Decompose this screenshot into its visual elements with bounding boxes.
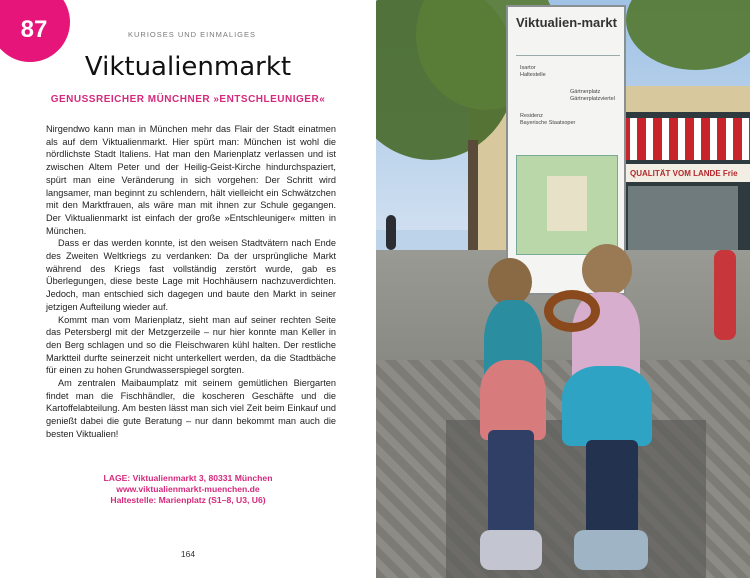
page-number: 164	[180, 549, 196, 559]
paragraph: Kommt man vom Marienplatz, sieht man auf seiner rechten Seite das Petersbergl mit der Metzgerzeile – nur hier konnte man Keller in den Berg schlagen und so die Fleischwaren kühl halten. Der restliche Marktteil durfte seinerzeit nicht unterkellert werden, da die Stadtbäche für einen zu hohen Grundwasserspiegel sorgten.	[46, 314, 336, 376]
girl-right-head	[582, 244, 632, 296]
sign-label-gaertnerplatz-sub: Gärtnerplatzviertel	[570, 96, 615, 102]
market-photo	[376, 0, 750, 578]
paragraph: Dass er das werden konnte, ist den weisen Stadtvätern nach Ende des Zweiten Weltkriegs zu verdanken: Da der ursprüngliche Markt während des Kriegs fast vollständig zerstört wurde, gab es Überlegungen, diese beste Lage mit Hochhäusern nachzuverdichten. Jedoch, man entschied sich dagegen und baute den Markt in seiner jetzigen Aufteilung wieder auf.	[46, 238, 336, 312]
info-box	[0, 473, 376, 506]
body-text	[46, 123, 336, 441]
paragraph: Nirgendwo kann man in München mehr das Flair der Stadt einatmen als auf dem Viktualienmarkt. Hier spürt man: München ist wohl die nördlichste Stadt Italiens. Hat man den Marienplatz verlassen und ist zwischen Altem Peter und der Heilig-Geist-Kirche hindurchspaziert, spürt man eine Veränderung in sich vorgehen: Der Schritt wird langsamer, man beginnt zu schlendern, hält vielleicht ein Schwätzchen mit den Marktfrauen, als wäre man mit ihnen zur Schule gegangen. Der Viktualienmarkt ist einfach der große »Entschleuniger« mitten in München.	[46, 124, 336, 236]
girl-left-jeans	[488, 430, 534, 540]
sign-label-residenz-sub: Bayerische Staatsoper	[520, 120, 576, 126]
sign-label-residenz: Residenz	[520, 113, 543, 119]
website-link[interactable]: www.viktualienmarkt-muenchen.de	[116, 484, 260, 494]
girl-right-shoes	[574, 530, 648, 570]
sign-label-isartor: Isartor	[520, 65, 536, 71]
pretzel	[544, 290, 600, 332]
background-person	[714, 250, 736, 340]
sign-label-gaertnerplatz: Gärtnerplatz	[570, 89, 601, 95]
page-title: Viktualienmarkt	[84, 52, 292, 82]
sign-label-isartor-sub: Haltestelle	[520, 72, 546, 78]
girl-left-head	[488, 258, 532, 306]
girl-right-jeans	[586, 440, 638, 540]
signboard-title: Viktualien-markt	[516, 15, 617, 30]
girl-left-jacket	[480, 360, 546, 440]
chapter-number: 87	[20, 16, 48, 43]
page-subtitle: GENUSSREICHER MÜNCHNER »ENTSCHLEUNIGER«	[50, 94, 326, 105]
category-label: KURIOSES UND EINMALIGES	[128, 30, 257, 39]
tree-trunk	[468, 140, 478, 255]
location-line: LAGE: Viktualienmarkt 3, 80331 München	[103, 473, 273, 483]
kiosk-sign: QUALITÄT VOM LANDE Frie	[626, 164, 750, 182]
girl-left-shoes	[480, 530, 542, 570]
background-person	[386, 215, 396, 250]
striped-awning	[621, 118, 750, 160]
transit-stop-line: Haltestelle: Marienplatz (S1–8, U3, U6)	[110, 495, 266, 505]
paragraph: Am zentralen Maibaumplatz mit seinem gemütlichen Biergarten findet man die Fischhändler, die koscheren Geschäfte und die Kartoffelabteilung. Am besten lässt man sich viel Zeit beim Einkauf und genießt dabei die gute Beratung – nur dann bekommt man auch die besten Viktualien!	[46, 378, 336, 439]
girl-right-jacket	[562, 366, 652, 446]
signboard-divider	[516, 55, 620, 56]
signboard-map	[516, 155, 618, 255]
